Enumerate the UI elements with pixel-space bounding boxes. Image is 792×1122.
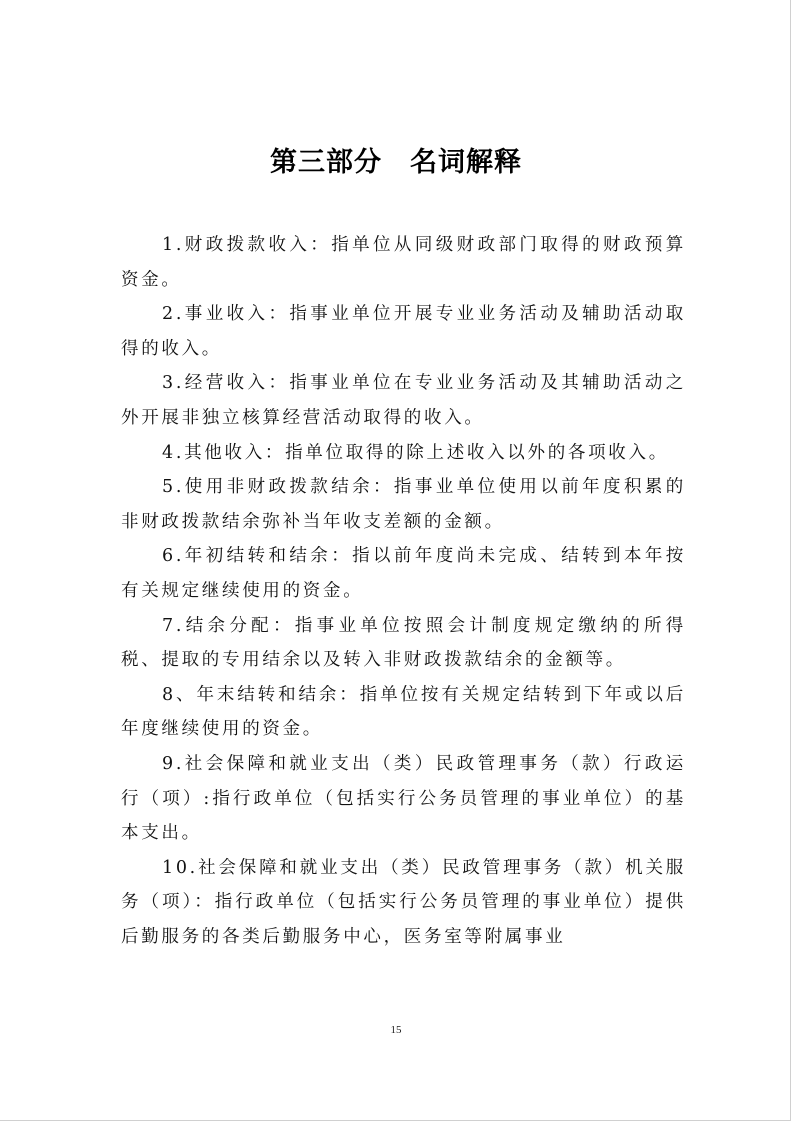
paragraph-6: 6.年初结转和结余：指以前年度尚未完成、结转到本年按有关规定继续使用的资金。 — [121, 546, 686, 601]
paragraph-4: 4.其他收入：指单位取得的除上述收入以外的各项收入。 — [162, 442, 669, 463]
paragraph-10: 10.社会保障和就业支出（类）民政管理事务（款）机关服务（项）：指行政单位（包括实行公务员管理的事业单位）提供后勤服务的各类后勤服务中心，医务室等附属事业 — [121, 857, 686, 947]
paragraph-2: 2.事业收入：指事业单位开展专业业务活动及辅助活动取得的收入。 — [121, 304, 686, 359]
paragraph-5: 5.使用非财政拨款结余：指事业单位使用以前年度积累的非财政拨款结余弥补当年收支差额的金额。 — [121, 477, 686, 532]
document-body — [121, 228, 686, 954]
paragraph-8: 8、年末结转和结余：指单位按有关规定结转到下年或以后年度继续使用的资金。 — [121, 684, 686, 740]
paragraph-7: 7.结余分配：指事业单位按照会计制度规定缴纳的所得税、提取的专用结余以及转入非财政拨款结余的金额等。 — [121, 615, 686, 671]
page-number: 15 — [390, 1024, 402, 1036]
paragraph-3: 3.经营收入：指事业单位在专业业务活动及其辅助活动之外开展非独立核算经营活动取得的收入。 — [121, 373, 686, 428]
paragraph-9: 9.社会保障和就业支出（类）民政管理事务（款）行政运行（项）:指行政单位（包括实行公务员管理的事业单位）的基本支出。 — [121, 753, 686, 844]
paragraph-1: 1.财政拨款收入：指单位从同级财政部门取得的财政预算资金。 — [121, 235, 686, 290]
page-title: 第三部分 名词解释 — [270, 147, 522, 178]
